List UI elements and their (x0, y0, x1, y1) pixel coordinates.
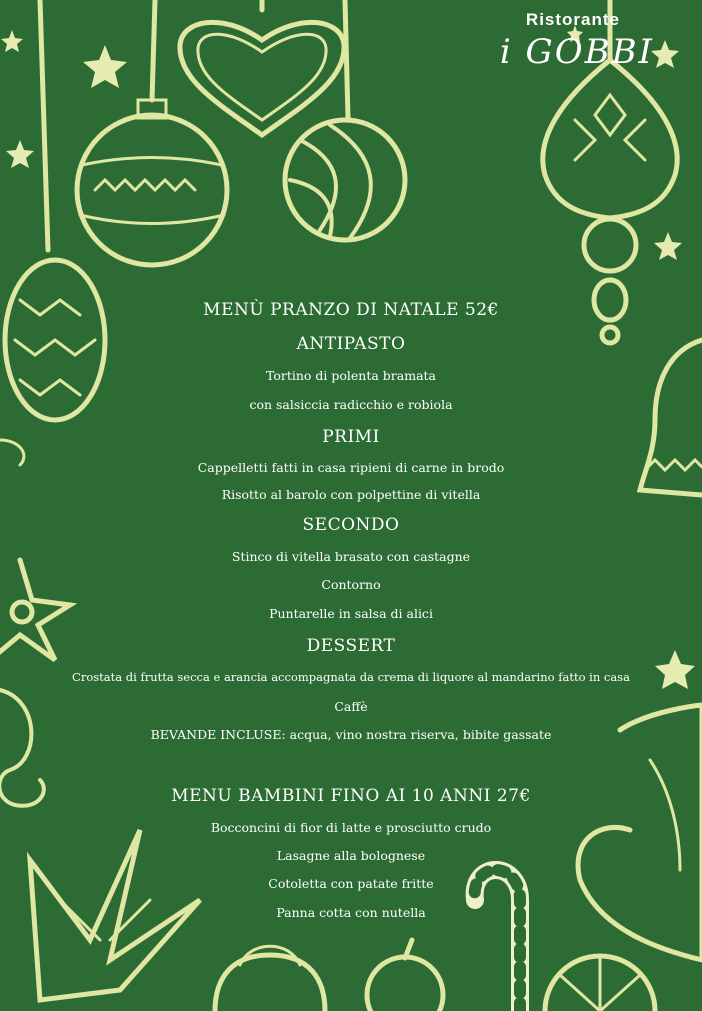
apple-ornament (367, 957, 443, 1011)
menu-item: Crostata di frutta secca e arancia accompagnata da crema di liquore al mandarino fatto in casa (72, 670, 630, 684)
onion-ornament (543, 60, 677, 218)
menu-item: BEVANDE INCLUSE: acqua, vino nostra riserva, bibite gassate (150, 727, 552, 742)
menu-item: Stinco di vitella brasato con castagne (231, 549, 471, 564)
logo-name: i GOBBI (499, 32, 654, 72)
menu-item: Bocconcini di fior di latte e prosciutto crudo (210, 820, 492, 835)
antipasto-heading: ANTIPASTO (296, 334, 406, 354)
ball-ornament-left (77, 115, 227, 265)
kids-menu-title: MENU BAMBINI FINO AI 10 ANNI 27€ (171, 786, 531, 806)
candy-cane (475, 870, 520, 1011)
menu-title: MENÙ PRANZO DI NATALE 52€ (203, 300, 499, 320)
menu-item: Cappelletti fatti in casa ripieni di carne in brodo (197, 460, 505, 475)
menu-item: Caffè (334, 699, 368, 714)
gift-ornament (215, 955, 325, 1011)
logo-pretitle: Ristorante (525, 10, 620, 29)
menu-item: Tortino di polenta bramata (265, 368, 437, 383)
secondo-heading: SECONDO (302, 515, 400, 535)
string-left (40, 0, 48, 250)
menu-item: Panna cotta con nutella (276, 905, 426, 920)
menu-item: con salsiccia radicchio e robiola (249, 397, 453, 412)
dessert-heading: DESSERT (306, 636, 396, 656)
heart-ornament (180, 22, 344, 135)
menu-item: Risotto al barolo con polpettine di vitella (221, 487, 481, 502)
menu-item: Puntarelle in salsa di alici (269, 606, 433, 621)
menu-item: Lasagne alla bolognese (276, 848, 426, 863)
restaurant-logo (462, 10, 662, 72)
menu-item: Contorno (321, 577, 381, 592)
primi-heading: PRIMI (322, 427, 380, 447)
menu-item: Cotoletta con patate fritte (268, 876, 434, 891)
star-icon (83, 45, 127, 88)
